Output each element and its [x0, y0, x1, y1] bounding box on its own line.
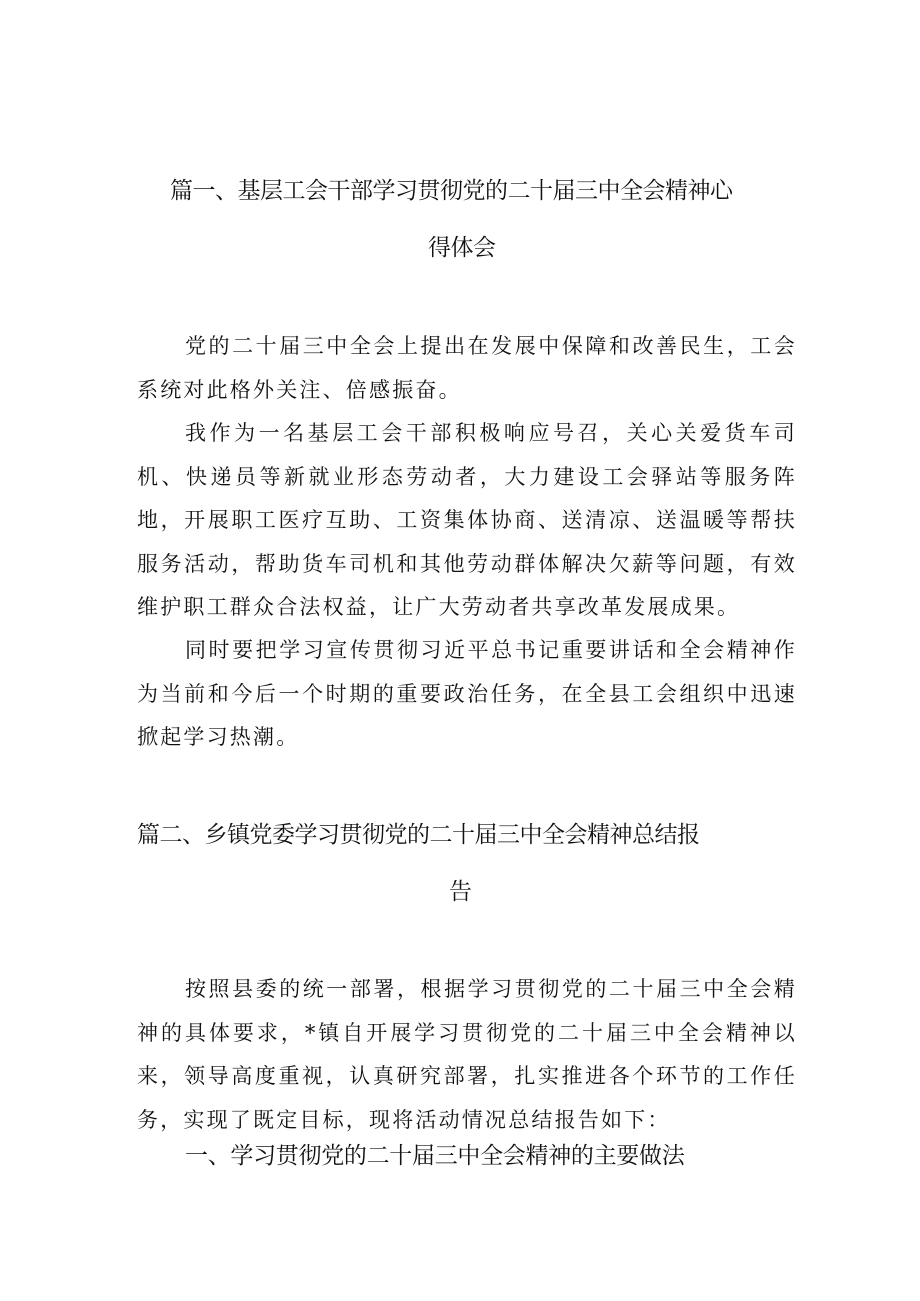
- article1-paragraph-3: 同时要把学习宣传贯彻习近平总书记重要讲话和全会精神作为当前和今后一个时期的重要政治任务，在全县工会组织中迅速掀起学习热潮。: [137, 638, 797, 749]
- article1-title-line1: 篇一、基层工会干部学习贯彻党的二十届三中全会精神心: [170, 178, 733, 204]
- article1-paragraph-2: 我作为一名基层工会干部积极响应号召，关心关爱货车司机、快递员等新就业形态劳动者，大力建设工会驿站等服务阵地，开展职工医疗互助、工资集体协商、送清凉、送温暖等帮扶服务活动，帮助货车司机和其他劳动群体解决欠薪等问题，有效维护职工群众合法权益，让广大劳动者共享改革发展成果。: [137, 421, 797, 619]
- article2-paragraph-1: 按照县委的统一部署，根据学习贯彻党的二十届三中全会精神的具体要求，*镇自开展学习贯彻党的二十届三中全会精神以来，领导高度重视，认真研究部署，扎实推进各个环节的工作任务，实现了既定目标，现将活动情况总结报告如下：: [137, 977, 797, 1132]
- article1-paragraph-1: 党的二十届三中全会上提出在发展中保障和改善民生，工会系统对此格外关注、倍感振奋。: [137, 334, 797, 402]
- article2-section-heading: 一、学习贯彻党的二十届三中全会精神的主要做法: [185, 1143, 685, 1169]
- article2-title-line2: 告: [449, 879, 472, 905]
- article2-title-line1: 篇二、乡镇党委学习贯彻党的二十届三中全会精神总结报: [137, 822, 700, 848]
- article1-title-line2: 得体会: [428, 235, 496, 261]
